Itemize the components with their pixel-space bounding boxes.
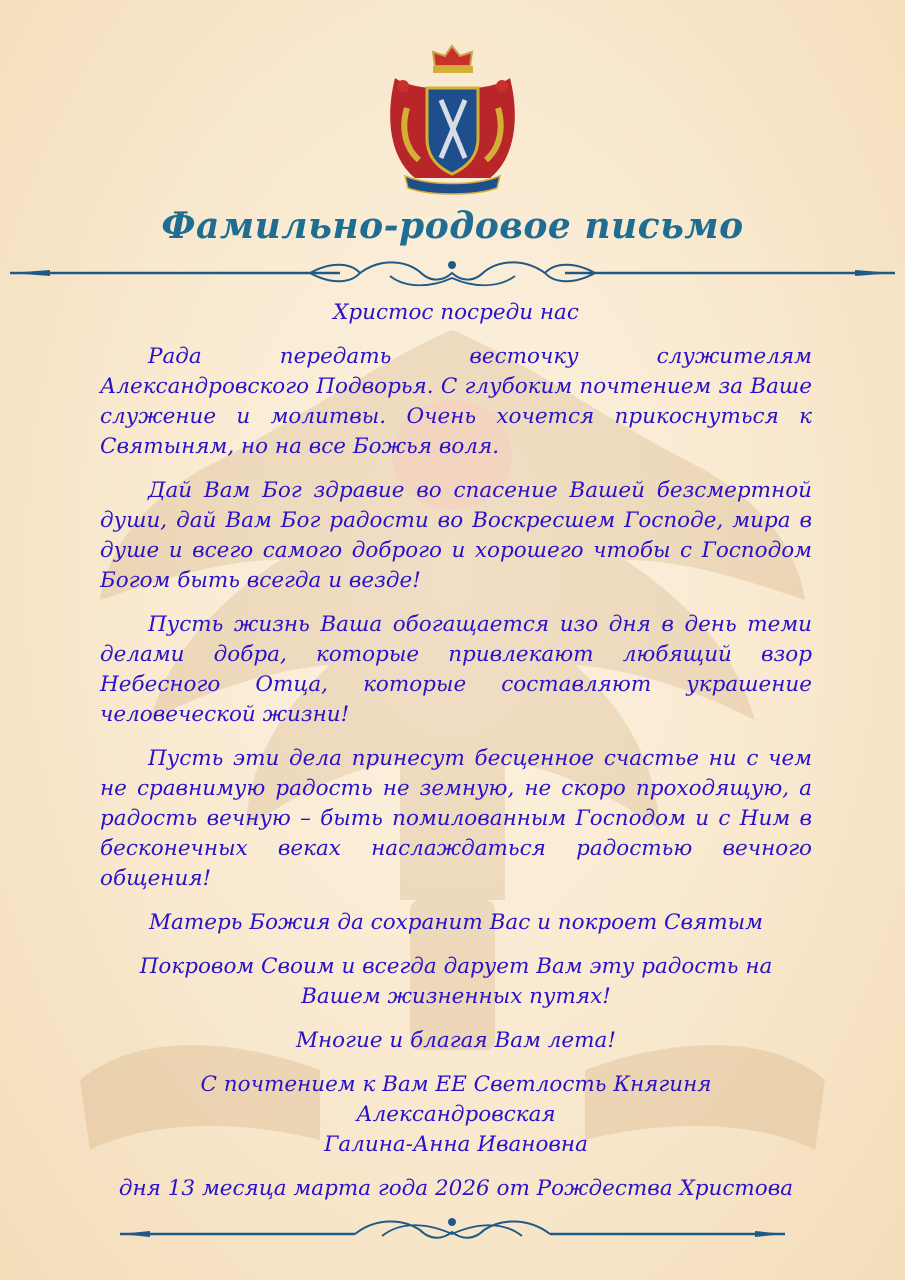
letter-body bbox=[100, 298, 812, 1204]
paragraph-2: Дай Вам Бог здравие во спасение Вашей безсмертной души, дай Вам Бог радости во Воскресшем Господе, мира в душе и всего самого доброго и хорошего чтобы с Господом Богом быть всегда и везде! bbox=[100, 478, 812, 593]
coat-of-arms-icon bbox=[375, 38, 530, 198]
blessing-line-1: Матерь Божия да сохранит Вас и покроет Святым bbox=[149, 910, 763, 935]
signature-line-2: Галина-Анна Ивановна bbox=[324, 1132, 588, 1157]
blessing-line-2: Покровом Своим и всегда дарует Вам эту радость на Вашем жизненных путях! bbox=[139, 954, 773, 1009]
document-title: Фамильно-родовое письмо bbox=[161, 205, 744, 247]
paragraph-4: Пусть эти дела принесут бесценное счастье ни с чем не сравнимую радость не земную, не скоро проходящую, а радость вечную – быть помилованным Господом и с Ним в бесконечных веках наслаждаться радостью вечного общения! bbox=[100, 746, 812, 891]
paragraph-1: Рада передать весточку служителям Александровского Подворья. С глубоким почтением за Ваше служение и молитвы. Очень хочется прикоснуться к Святыням, но на все Божья воля. bbox=[100, 344, 812, 459]
signature-line-1: С почтением к Вам ЕЕ Светлость Княгиня Александровская bbox=[200, 1072, 712, 1127]
paragraph-3: Пусть жизнь Ваша обогащается изо дня в день теми делами добра, которые привлекают любящий взор Небесного Отца, которые составляют украшение человеческой жизни! bbox=[100, 612, 812, 727]
greeting: Христос посреди нас bbox=[333, 300, 579, 325]
date-line: дня 13 месяца марта года 2026 от Рождества Христова bbox=[118, 1176, 794, 1201]
ornament-divider-bottom bbox=[10, 1210, 895, 1244]
wish-line: Многие и благая Вам лета! bbox=[296, 1028, 616, 1053]
ornament-divider-top bbox=[10, 256, 895, 290]
